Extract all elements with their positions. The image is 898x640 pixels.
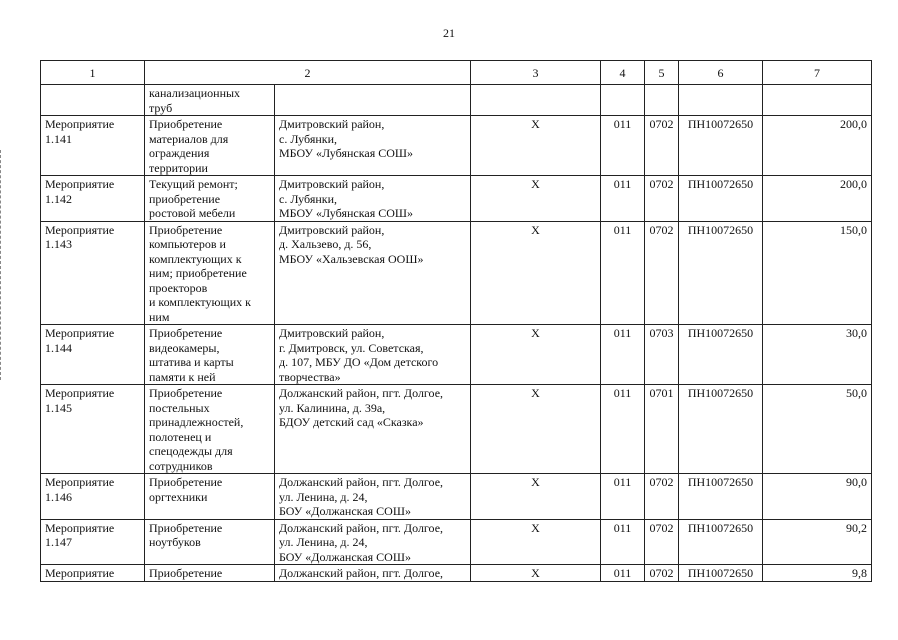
cell-col7: 200,0	[763, 116, 872, 176]
cell-col4: 011	[601, 176, 645, 222]
cell-col5: 0702	[645, 116, 679, 176]
cell-name: Мероприятие 1.144	[41, 325, 145, 385]
table-row-continuation	[41, 85, 872, 116]
cell-col4: 011	[601, 474, 645, 520]
cell-col3: X	[471, 565, 601, 582]
cell-col5: 0702	[645, 519, 679, 565]
cell-location: Дмитровский район, с. Лубянки, МБОУ «Лубянская СОШ»	[275, 116, 471, 176]
cell-empty	[41, 85, 145, 116]
cell-col6: ПН10072650	[679, 519, 763, 565]
cell-location: Дмитровский район, г. Дмитровск, ул. Советская, д. 107, МБУ ДО «Дом детского творчества»	[275, 325, 471, 385]
cell-col4: 011	[601, 385, 645, 474]
cell-name: Мероприятие 1.143	[41, 221, 145, 325]
cell-col7: 90,0	[763, 474, 872, 520]
cell-col7: 90,2	[763, 519, 872, 565]
cell-col7: 9,8	[763, 565, 872, 582]
cell-col5: 0702	[645, 176, 679, 222]
cell-name: Мероприятие 1.141	[41, 116, 145, 176]
cell-location: Должанский район, пгт. Долгое, ул. Ленина, д. 24, БОУ «Должанская СОШ»	[275, 519, 471, 565]
cell-col4: 011	[601, 221, 645, 325]
cell-col6: ПН10072650	[679, 116, 763, 176]
cell-empty	[275, 85, 471, 116]
header-col-4: 4	[601, 61, 645, 85]
cell-location: Должанский район, пгт. Долгое,	[275, 565, 471, 582]
budget-table	[40, 60, 872, 582]
cell-col3: X	[471, 325, 601, 385]
cell-description: Приобретение оргтехники	[145, 474, 275, 520]
cell-col5: 0703	[645, 325, 679, 385]
table-row	[41, 565, 872, 582]
scan-edge-mark	[0, 150, 3, 380]
cell-col7: 150,0	[763, 221, 872, 325]
table-row	[41, 176, 872, 222]
cell-location: Должанский район, пгт. Долгое, ул. Ленина, д. 24, БОУ «Должанская СОШ»	[275, 474, 471, 520]
table-row	[41, 385, 872, 474]
table-row	[41, 325, 872, 385]
cell-location: Должанский район, пгт. Долгое, ул. Калинина, д. 39а, БДОУ детский сад «Сказка»	[275, 385, 471, 474]
cell-name: Мероприятие 1.147	[41, 519, 145, 565]
page-number: 21	[443, 26, 455, 40]
cell-col5: 0702	[645, 474, 679, 520]
table-row	[41, 474, 872, 520]
table-row	[41, 116, 872, 176]
cell-empty	[601, 85, 645, 116]
cell-col4: 011	[601, 519, 645, 565]
header-col-5: 5	[645, 61, 679, 85]
header-col-2: 2	[145, 61, 471, 85]
cell-empty	[763, 85, 872, 116]
cell-col6: ПН10072650	[679, 176, 763, 222]
cell-col6: ПН10072650	[679, 565, 763, 582]
cell-description: Приобретение ноутбуков	[145, 519, 275, 565]
header-col-1: 1	[41, 61, 145, 85]
cell-col3: X	[471, 474, 601, 520]
table-row	[41, 519, 872, 565]
table-row	[41, 221, 872, 325]
cell-description: Приобретение материалов для ограждения территории	[145, 116, 275, 176]
cell-col6: ПН10072650	[679, 385, 763, 474]
cell-col5: 0702	[645, 221, 679, 325]
cell-name: Мероприятие 1.142	[41, 176, 145, 222]
cell-col7: 200,0	[763, 176, 872, 222]
cell-location: Дмитровский район, д. Хальзево, д. 56, МБОУ «Хальзевская ООШ»	[275, 221, 471, 325]
cell-col6: ПН10072650	[679, 474, 763, 520]
cell-name: Мероприятие	[41, 565, 145, 582]
cell-col7: 30,0	[763, 325, 872, 385]
cell-col5: 0701	[645, 385, 679, 474]
cell-description: канализационных труб	[145, 85, 275, 116]
header-col-7: 7	[763, 61, 872, 85]
cell-col6: ПН10072650	[679, 325, 763, 385]
cell-col6: ПН10072650	[679, 221, 763, 325]
cell-description: Текущий ремонт; приобретение ростовой мебели	[145, 176, 275, 222]
cell-col5: 0702	[645, 565, 679, 582]
cell-description: Приобретение постельных принадлежностей, полотенец и спецодежды для сотрудников	[145, 385, 275, 474]
cell-col4: 011	[601, 565, 645, 582]
cell-description: Приобретение компьютеров и комплектующих к ним; приобретение проекторов и комплектующих к ним	[145, 221, 275, 325]
cell-col7: 50,0	[763, 385, 872, 474]
header-col-3: 3	[471, 61, 601, 85]
cell-name: Мероприятие 1.146	[41, 474, 145, 520]
cell-location: Дмитровский район, с. Лубянки, МБОУ «Лубянская СОШ»	[275, 176, 471, 222]
cell-name: Мероприятие 1.145	[41, 385, 145, 474]
cell-col3: X	[471, 385, 601, 474]
cell-description: Приобретение	[145, 565, 275, 582]
cell-col3: X	[471, 221, 601, 325]
cell-description: Приобретение видеокамеры, штатива и карты памяти к ней	[145, 325, 275, 385]
cell-col3: X	[471, 176, 601, 222]
cell-col4: 011	[601, 116, 645, 176]
cell-empty	[679, 85, 763, 116]
cell-col3: X	[471, 116, 601, 176]
header-col-6: 6	[679, 61, 763, 85]
table-header-row	[41, 61, 872, 85]
cell-col3: X	[471, 519, 601, 565]
cell-empty	[645, 85, 679, 116]
cell-col4: 011	[601, 325, 645, 385]
cell-empty	[471, 85, 601, 116]
